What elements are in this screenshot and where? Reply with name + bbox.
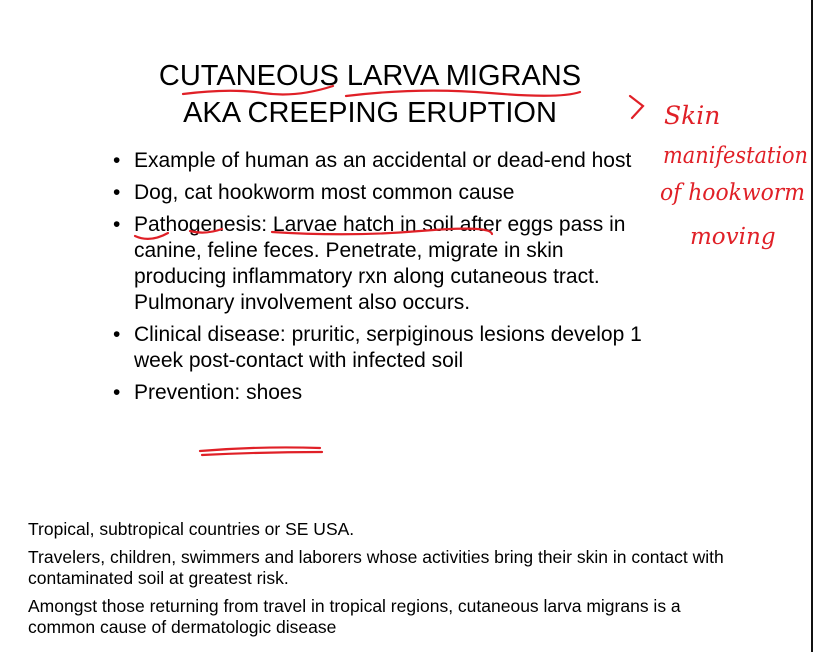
bullet-item: • Dog, cat hookworm most common cause (113, 180, 643, 206)
bullet-list (113, 148, 643, 412)
bullet-item: • Example of human as an accidental or dead-end host (113, 148, 643, 174)
annotation-line-1: Skin (664, 101, 721, 130)
annotation-line-2: manifestation (663, 143, 808, 169)
title-line-1: CUTANEOUS LARVA MIGRANS (158, 60, 582, 92)
title-line-2: AKA CREEPING ERUPTION (183, 97, 557, 129)
note-paragraph: Tropical, subtropical countries or SE USA. (28, 519, 355, 539)
arrow-bracket (630, 96, 643, 118)
annotation-line-4: moving (690, 224, 776, 250)
annotation-line-3: of hookworm (660, 180, 805, 206)
bullet-item: • Clinical disease: pruritic, serpiginous lesions develop 1 week post-contact with infected soil (113, 322, 643, 374)
slide-right-border (811, 0, 813, 652)
underline-shoes-2 (202, 452, 322, 455)
slide-title (110, 58, 630, 132)
bullet-item: • Pathogenesis: Larvae hatch in soil after eggs pass in canine, feline feces. Penetrate, migrate in skin producing inflammatory rxn along cutaneous tract. Pulmonary involvement also occurs. (113, 212, 643, 316)
note-paragraph: Travelers, children, swimmers and laborers whose activities bring their skin in contact with contaminated soil at greatest risk. (28, 547, 724, 588)
speaker-notes (28, 519, 748, 645)
note-paragraph: Amongst those returning from travel in tropical regions, cutaneous larva migrans is a common cause of dermatologic disease (28, 596, 681, 637)
bullet-item: • Prevention: shoes (113, 380, 643, 406)
underline-shoes-1 (200, 447, 320, 451)
